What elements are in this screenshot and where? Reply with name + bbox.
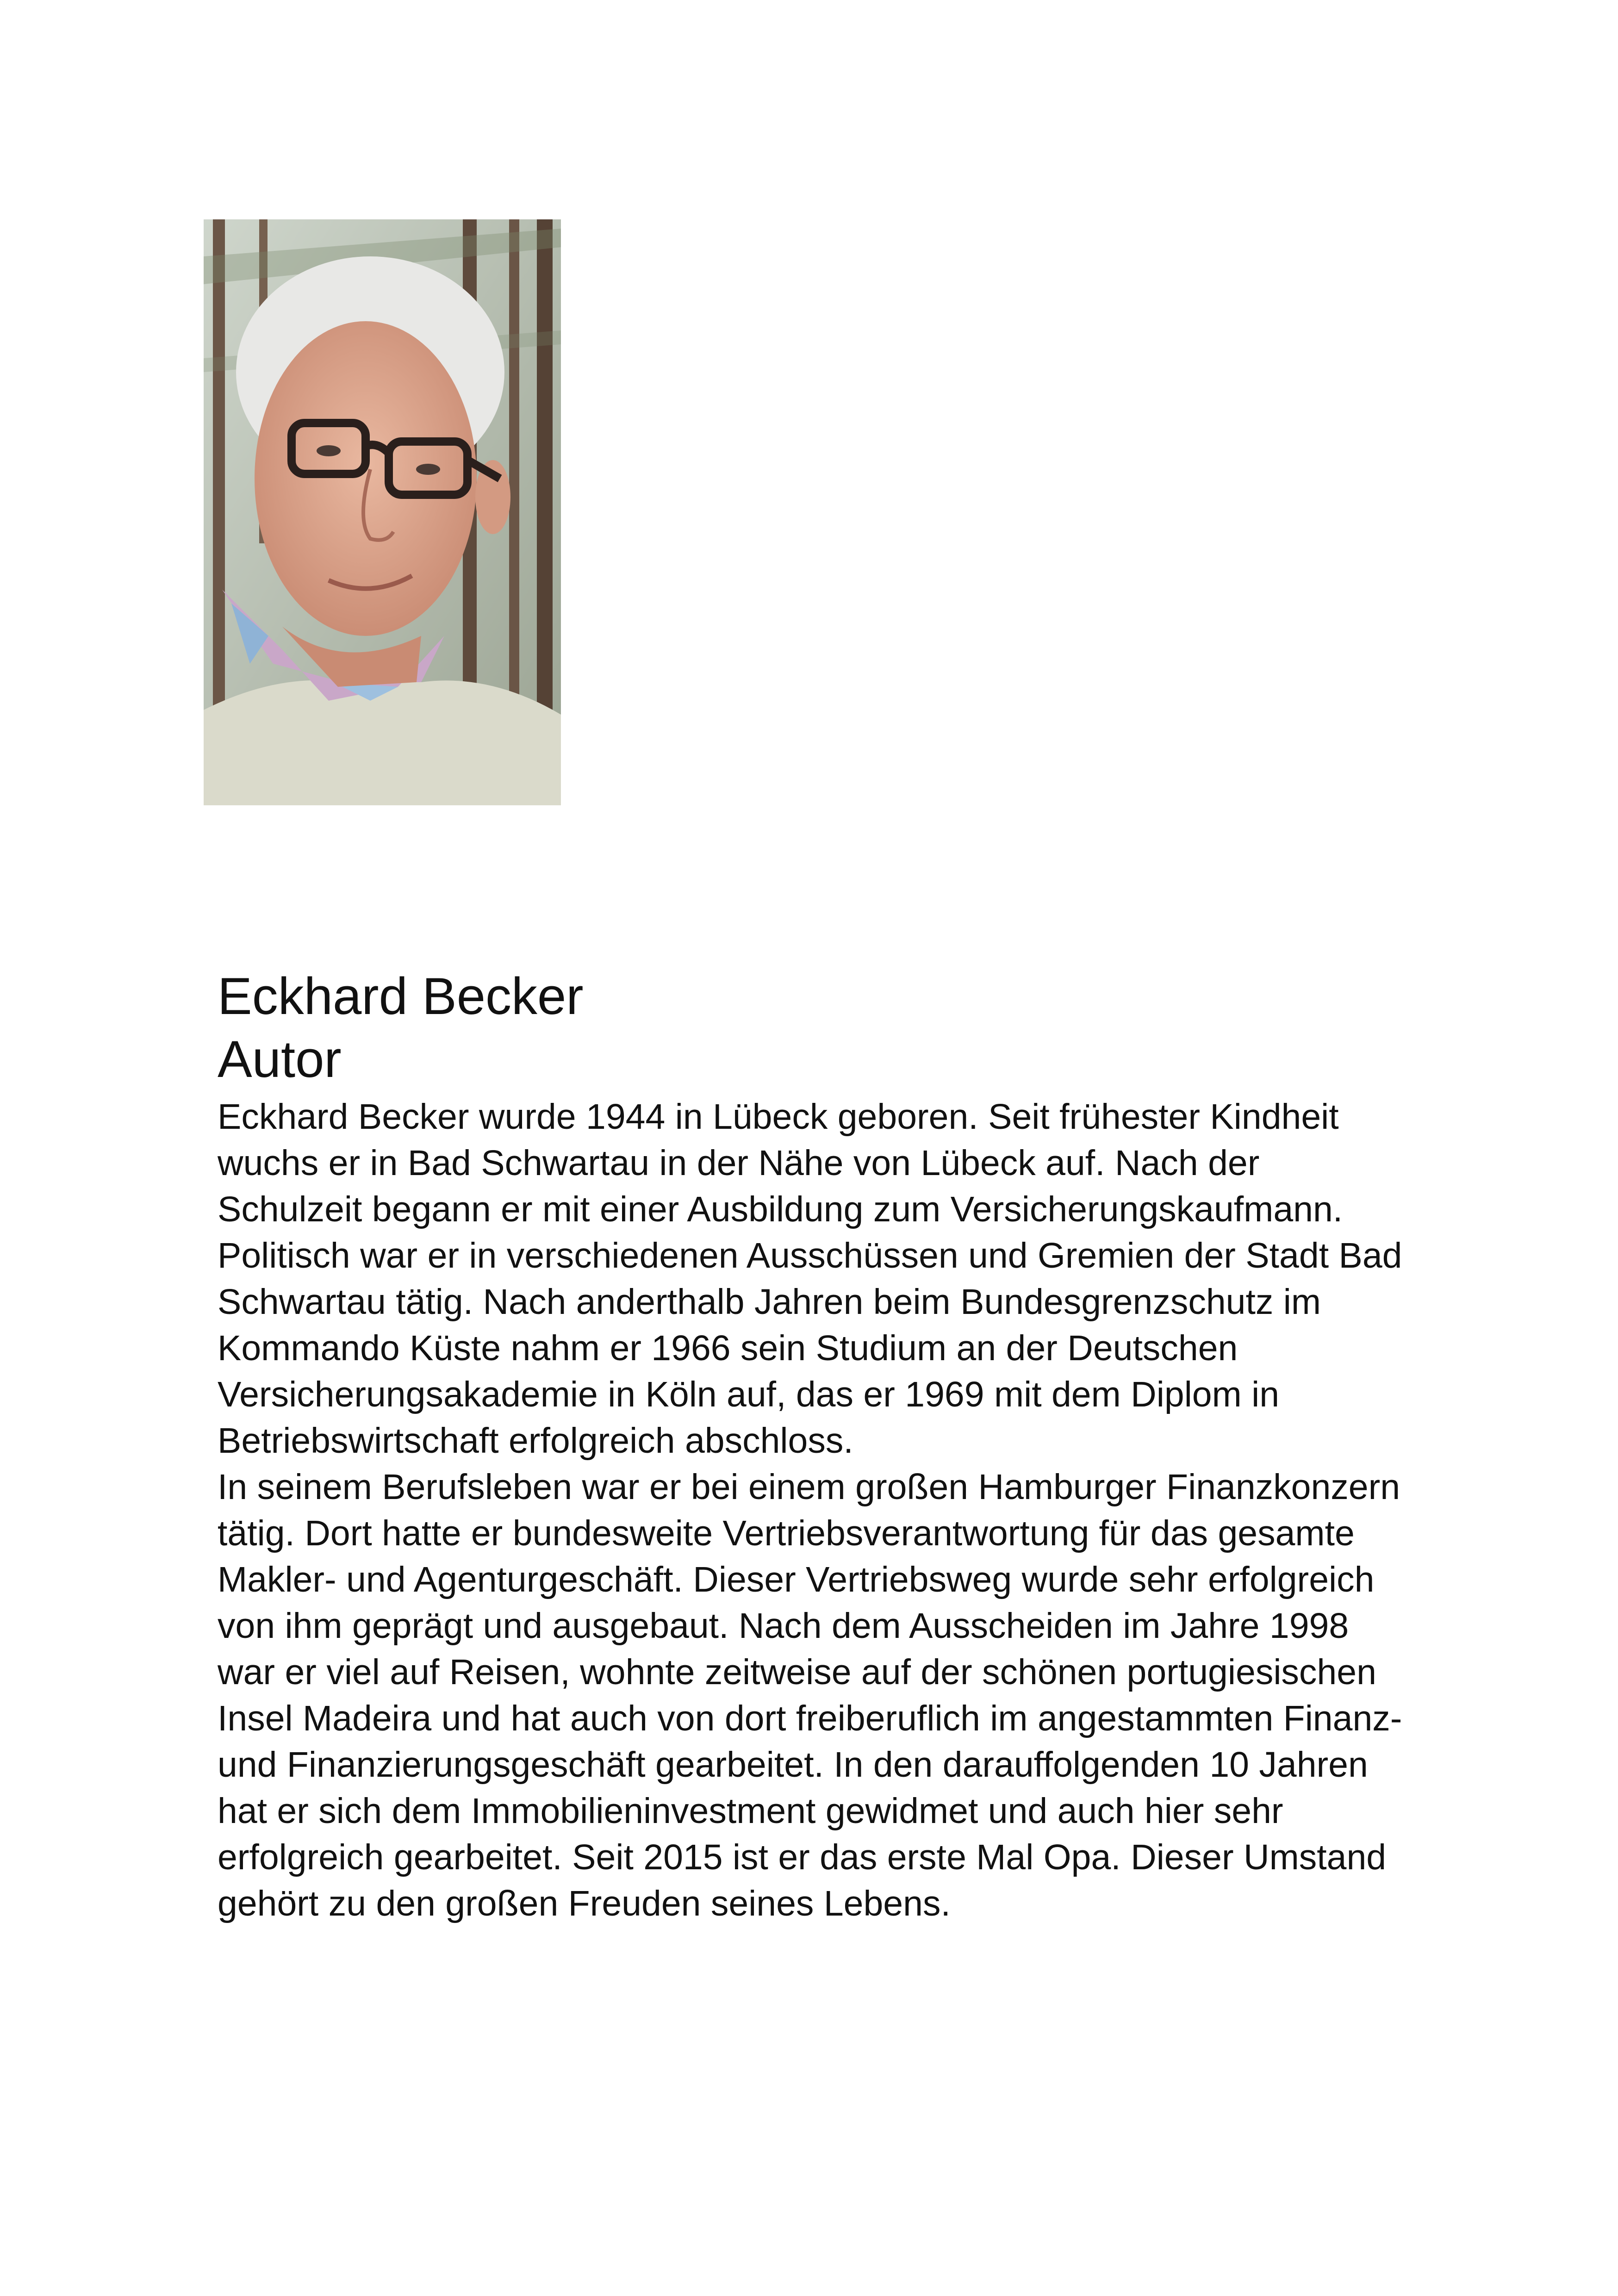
bio-line: wuchs er in Bad Schwartau in der Nähe von Lübeck auf. Nach der <box>218 1143 1260 1183</box>
bio-line: In seinem Berufsleben war er bei einem großen Hamburger Finanzkonzern <box>218 1467 1400 1507</box>
author-bio-section <box>218 965 1560 1927</box>
author-name: Eckhard Becker <box>218 967 584 1025</box>
author-portrait <box>204 219 561 805</box>
author-role: Autor <box>218 1030 342 1088</box>
bio-line: Eckhard Becker wurde 1944 in Lübeck geboren. Seit frühester Kindheit <box>218 1097 1339 1137</box>
bio-line: Makler- und Agenturgeschäft. Dieser Vertriebsweg wurde sehr erfolgreich <box>218 1560 1375 1599</box>
bio-line: von ihm geprägt und ausgebaut. Nach dem Ausscheiden im Jahre 1998 <box>218 1606 1349 1646</box>
bio-line: gehört zu den großen Freuden seines Lebens. <box>218 1884 951 1923</box>
author-portrait-photo <box>204 219 561 805</box>
bio-line: und Finanzierungsgeschäft gearbeitet. In den darauffolgenden 10 Jahren <box>218 1745 1368 1785</box>
bio-line: Betriebswirtschaft erfolgreich abschloss. <box>218 1421 853 1461</box>
bio-line: Schulzeit begann er mit einer Ausbildung zum Versicherungskaufmann. <box>218 1189 1343 1229</box>
bio-line: Schwartau tätig. Nach anderthalb Jahren beim Bundesgrenzschutz im <box>218 1282 1321 1322</box>
bio-line: hat er sich dem Immobilieninvestment gewidmet und auch hier sehr <box>218 1791 1283 1831</box>
bio-line: Politisch war er in verschiedenen Ausschüssen und Gremien der Stadt Bad <box>218 1236 1402 1276</box>
bio-line: erfolgreich gearbeitet. Seit 2015 ist er das erste Mal Opa. Dieser Umstand <box>218 1837 1387 1877</box>
bio-line: Insel Madeira und hat auch von dort freiberuflich im angestammten Finanz- <box>218 1699 1402 1738</box>
bio-line: Versicherungsakademie in Köln auf, das er 1969 mit dem Diplom in <box>218 1375 1280 1414</box>
bio-line: Kommando Küste nahm er 1966 sein Studium an der Deutschen <box>218 1328 1238 1368</box>
bio-line: tätig. Dort hatte er bundesweite Vertriebsverantwortung für das gesamte <box>218 1513 1355 1553</box>
bio-text <box>218 1094 1560 1927</box>
bio-line: war er viel auf Reisen, wohnte zeitweise auf der schönen portugiesischen <box>218 1652 1376 1692</box>
